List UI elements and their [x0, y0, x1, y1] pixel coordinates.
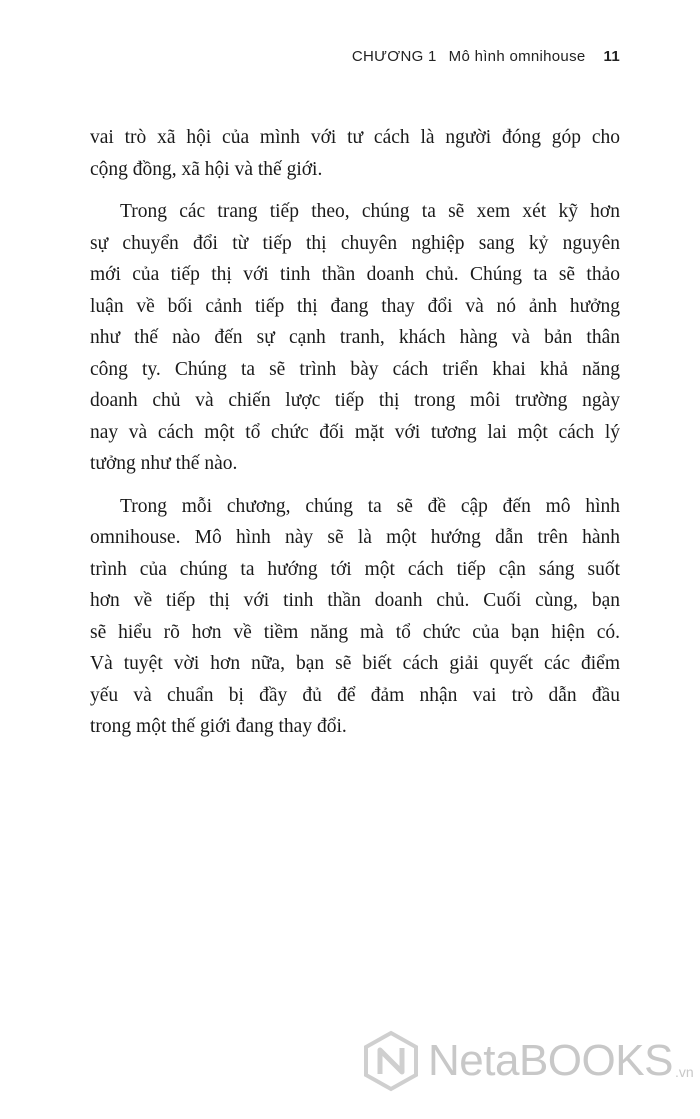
paragraph — [90, 122, 620, 185]
page-number: 11 — [603, 48, 620, 65]
running-header — [352, 48, 620, 65]
watermark-suffix: .vn — [674, 1064, 694, 1080]
text-line: sự chuyển đổi từ tiếp thị chuyên nghiệp sang kỷ nguyên — [90, 232, 620, 254]
text-line: cộng đồng, xã hội và thế giới. — [90, 158, 323, 180]
body-text — [90, 122, 620, 743]
text-line: như thế nào đến sự cạnh tranh, khách hàng và bản thân — [90, 327, 620, 348]
text-line: trong một thế giới đang thay đổi. — [90, 716, 347, 737]
text-line: omnihouse. Mô hình này sẽ là một hướng dẫn trên hành — [90, 527, 620, 548]
chapter-label: CHƯƠNG 1 — [351, 48, 437, 65]
text-line: Trong mỗi chương, chúng ta sẽ đề cập đến mô hình — [120, 495, 620, 517]
text-line: hơn về tiếp thị với tinh thần doanh chủ. Cuối cùng, bạn — [90, 590, 620, 611]
watermark — [360, 1030, 694, 1092]
chapter-title: Mô hình omnihouse — [448, 48, 586, 65]
n-hexagon-logo-icon — [360, 1030, 422, 1092]
text-line: Và tuyệt vời hơn nữa, bạn sẽ biết cách giải quyết các điểm — [90, 653, 620, 674]
text-line: vai trò xã hội của mình với tư cách là người đóng góp cho — [90, 127, 620, 148]
text-line: luận về bối cảnh tiếp thị đang thay đổi và nó ảnh hưởng — [90, 295, 620, 317]
text-line: doanh chủ và chiến lược tiếp thị trong môi trường ngày — [90, 390, 620, 411]
paragraph — [90, 196, 620, 480]
text-line: yếu và chuẩn bị đầy đủ để đảm nhận vai trò dẫn đầu — [90, 684, 620, 706]
text-line: Trong các trang tiếp theo, chúng ta sẽ xem xét kỹ hơn — [120, 201, 620, 222]
text-line: tưởng như thế nào. — [90, 453, 238, 474]
text-line: sẽ hiểu rõ hơn về tiềm năng mà tổ chức của bạn hiện có. — [90, 621, 620, 643]
text-line: công ty. Chúng ta sẽ trình bày cách triển khai khả năng — [90, 358, 620, 380]
text-line: mới của tiếp thị với tinh thần doanh chủ. Chúng ta sẽ thảo — [90, 264, 620, 285]
paragraph — [90, 491, 620, 743]
text-line: nay và cách một tổ chức đối mặt với tương lai một cách lý — [90, 421, 620, 443]
watermark-brand: NetaBOOKS — [428, 1036, 673, 1085]
text-line: trình của chúng ta hướng tới một cách tiếp cận sáng suốt — [90, 558, 620, 580]
